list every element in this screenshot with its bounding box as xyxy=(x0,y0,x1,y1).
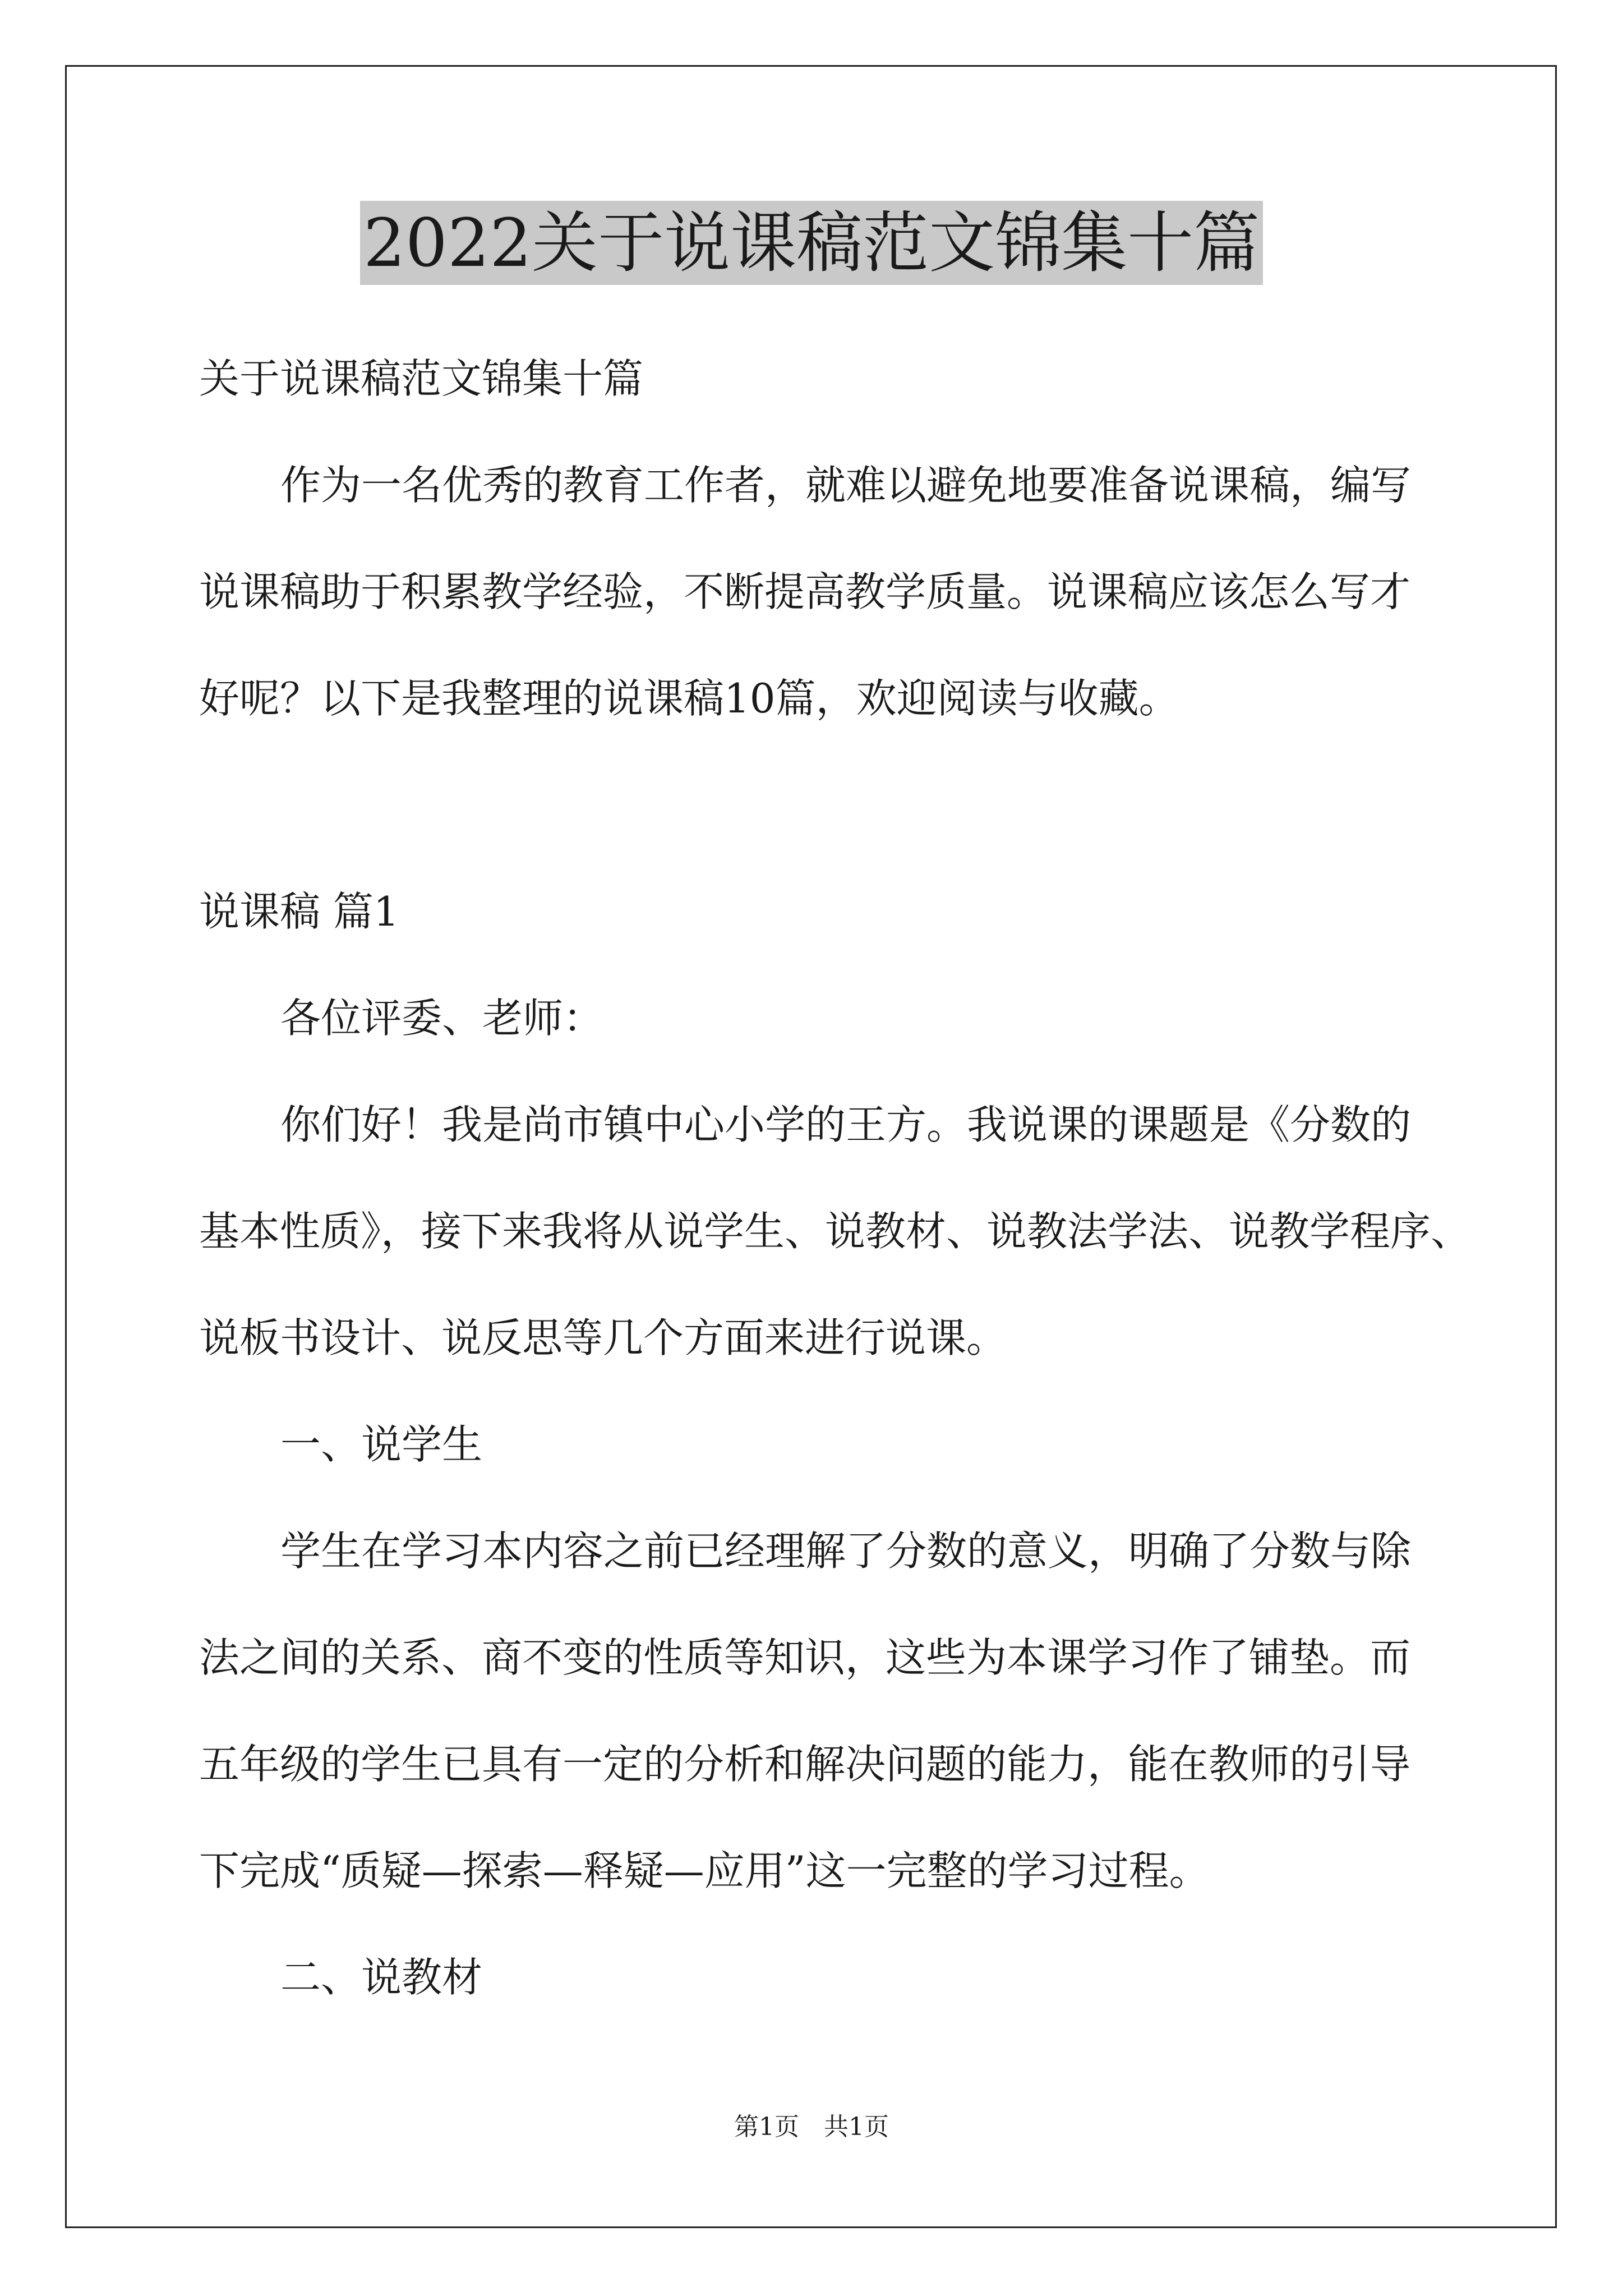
section-heading: 说课稿 篇1 xyxy=(199,888,399,935)
document-subtitle: 关于说课稿范文锦集十篇 xyxy=(199,355,644,402)
greeting-paragraph-line: 基本性质》，接下来我将从说学生、说教材、说教法学法、说教学程序、 xyxy=(199,1208,1472,1255)
part1-paragraph-line: 下完成“质疑—探索—释疑—应用”这一完整的学习过程。 xyxy=(199,1847,1210,1894)
part-heading: 二、说教材 xyxy=(280,1954,483,2001)
greeting-paragraph-line: 你们好！我是尚市镇中心小学的王方。我说课的课题是《分数的 xyxy=(280,1101,1412,1148)
page-footer: 第1页 共1页 xyxy=(734,2113,889,2141)
intro-paragraph-line: 好呢？以下是我整理的说课稿10篇，欢迎阅读与收藏。 xyxy=(199,675,1179,722)
part-heading: 一、说学生 xyxy=(280,1421,483,1468)
part1-paragraph-line: 五年级的学生已具有一定的分析和解决问题的能力，能在教师的引导 xyxy=(199,1741,1411,1788)
document-title: 2022关于说课稿范文锦集十篇 xyxy=(360,201,1263,285)
title-container xyxy=(0,201,1623,285)
greeting-paragraph-line: 说板书设计、说反思等几个方面来进行说课。 xyxy=(199,1314,1007,1361)
salutation: 各位评委、老师： xyxy=(280,995,604,1042)
part1-paragraph-line: 学生在学习本内容之前已经理解了分数的意义，明确了分数与除 xyxy=(280,1527,1412,1575)
intro-paragraph-line: 说课稿助于积累教学经验，不断提高教学质量。说课稿应该怎么写才 xyxy=(199,568,1411,615)
part1-paragraph-line: 法之间的关系、商不变的性质等知识，这些为本课学习作了铺垫。而 xyxy=(199,1634,1411,1681)
intro-paragraph-line: 作为一名优秀的教育工作者，就难以避免地要准备说课稿，编写 xyxy=(280,462,1412,509)
